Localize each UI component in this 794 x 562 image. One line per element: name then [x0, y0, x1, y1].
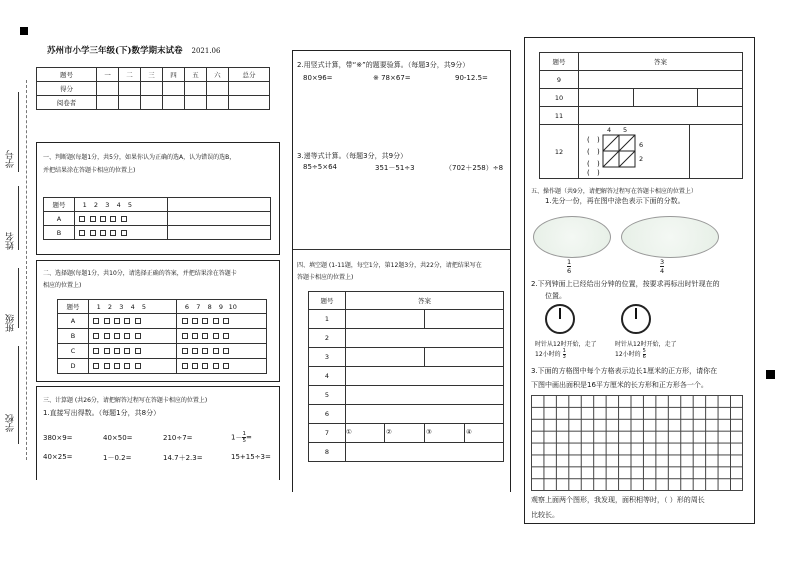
num: 1 — [96, 302, 101, 311]
calc-5: 40×25= — [43, 453, 73, 461]
section1-title: 一、判断题(每题1分，共5分，如果你认为正确的选A，认为错误的选B， — [43, 154, 236, 161]
label-name: 姓名 — [6, 232, 16, 250]
bubble-row-b[interactable] — [75, 226, 168, 240]
blank-cell — [168, 198, 271, 212]
clock2-caption — [615, 340, 677, 360]
fill-blank-answer-table — [308, 291, 504, 462]
answer-cell-split[interactable] — [346, 424, 504, 443]
cell-score-label: 得分 — [37, 82, 97, 96]
col-head-answer: 答案 — [579, 53, 743, 71]
score-row — [37, 82, 270, 96]
num: 3 — [105, 200, 110, 209]
section-true-false — [36, 142, 280, 255]
section-multiple-choice — [36, 260, 280, 382]
clock1-text: 12小时的 — [535, 351, 561, 358]
binding-line — [26, 80, 27, 460]
section1-numbers — [75, 198, 168, 212]
num: 6 — [184, 302, 190, 311]
label-class: 班级 — [6, 314, 16, 332]
row-label-a: A — [58, 314, 89, 329]
answer-cell[interactable] — [346, 367, 504, 386]
grid-number: 6 — [639, 141, 644, 149]
bubble-row-c-2[interactable] — [177, 344, 267, 359]
bubble-row-d-2[interactable] — [177, 359, 267, 374]
section2-col-head: 题号 — [58, 300, 89, 314]
grader-cell[interactable] — [119, 96, 141, 110]
frac-num: 5 — [642, 348, 646, 354]
label-student-id: 学号 — [6, 150, 16, 168]
paren: ( — [587, 169, 590, 177]
clock1-line1: 时针从12时开始，走了 — [535, 341, 597, 348]
answer-cell[interactable] — [346, 348, 504, 367]
row-label-c: C — [58, 344, 89, 359]
row-label-b: B — [58, 329, 89, 344]
fill-blank-answer-table-2 — [539, 52, 743, 179]
minute-hand — [559, 308, 561, 319]
written-calc-3: 90-12.5= — [455, 74, 488, 82]
answer-cell[interactable] — [579, 107, 743, 125]
lattice-multiplication-grid — [583, 127, 643, 177]
score-cell[interactable] — [206, 82, 228, 96]
lattice-grid-cell[interactable] — [579, 125, 743, 179]
grader-cell[interactable] — [206, 96, 228, 110]
frac-num: 1 — [562, 348, 566, 354]
blank-cell — [168, 226, 271, 240]
clock2-text: 12小时的 — [615, 351, 641, 358]
school-line — [18, 346, 19, 444]
fraction-2 — [660, 258, 664, 275]
blank-cell — [168, 212, 271, 226]
answer-cell[interactable] — [579, 89, 743, 107]
score-cell[interactable] — [162, 82, 184, 96]
cell-total: 总分 — [228, 68, 269, 82]
fill-blank-title: 四、填空题 (1-11题，每空1分，第12题3分，共22分，请把结果写在 — [297, 262, 482, 269]
answer-cell[interactable] — [346, 386, 504, 405]
student-id-line — [18, 92, 19, 172]
written-calc-title: 2.用竖式计算，带“※”的题要验算。（每题3分，共9分） — [297, 61, 470, 69]
bubble-row-a-1[interactable] — [89, 314, 177, 329]
calc-2: 40×50= — [103, 434, 133, 442]
score-cell[interactable] — [97, 82, 119, 96]
calc-7: 14.7＋2.3= — [163, 454, 203, 462]
answer-cell[interactable] — [346, 443, 504, 462]
clock2-line2 — [615, 349, 677, 360]
bubble-row-a-2[interactable] — [177, 314, 267, 329]
bubble-row-d-1[interactable] — [89, 359, 177, 374]
cell-part-5: 五 — [184, 68, 206, 82]
clock2-line1: 时针从12时开始，走了 — [615, 341, 677, 348]
paren: ) — [597, 160, 600, 168]
frac-den: 6 — [567, 267, 572, 275]
cell-part-1: 一 — [97, 68, 119, 82]
col-head-number: 题号 — [309, 292, 346, 310]
frac-den: 4 — [660, 267, 665, 275]
section2-title2: 相应的位置上) — [43, 282, 82, 289]
grader-cell[interactable] — [97, 96, 119, 110]
grader-cell[interactable] — [228, 96, 269, 110]
clock1-caption — [535, 340, 597, 360]
row-label-b: B — [44, 226, 75, 240]
fruit-group-oval-2 — [621, 216, 719, 258]
bubble-row-b-2[interactable] — [177, 329, 267, 344]
clock1-fraction — [563, 349, 566, 360]
calc-4 — [231, 431, 252, 444]
section3-title: 三、计算题 (共26分，请把解答过程写在答题卡相应的位置上) — [43, 397, 208, 404]
section1-title2: 并把结果涂在答题卡相应的位置上) — [43, 167, 136, 174]
answer-cell[interactable] — [579, 71, 743, 89]
divider — [293, 249, 510, 250]
num: 4 — [116, 200, 121, 209]
grader-cell[interactable] — [141, 96, 163, 110]
bubble-row-c-1[interactable] — [89, 344, 177, 359]
equals: = — [245, 433, 252, 442]
middle-column — [292, 50, 511, 492]
operation-q3d: 比较长。 — [531, 511, 559, 519]
fill-blank-title2: 答题卡相应的位置上) — [297, 274, 354, 281]
blank-marker: ① — [346, 428, 352, 436]
paren: ( — [587, 160, 590, 168]
grader-row — [37, 96, 270, 110]
cell-question-number: 题号 — [37, 68, 97, 82]
paren: ( — [587, 136, 590, 144]
written-calc-2: ※ 78×67= — [373, 74, 411, 82]
paren: ( — [587, 148, 590, 156]
grader-cell[interactable] — [184, 96, 206, 110]
section1-answer-grid — [43, 197, 271, 240]
num: 5 — [127, 200, 133, 209]
blank-marker: ② — [386, 428, 392, 436]
fruit-group-oval-1 — [533, 216, 611, 258]
row-number: 4 — [309, 367, 346, 386]
calc-6: 1－0.2= — [103, 454, 132, 462]
bubble-row-a[interactable] — [75, 212, 168, 226]
grader-cell[interactable] — [162, 96, 184, 110]
num: 5 — [141, 302, 147, 311]
clock-face-2[interactable] — [621, 304, 651, 334]
answer-cell[interactable] — [346, 310, 504, 329]
operation-q1: 1.先分一份，再在图中涂色表示下面的分数。 — [545, 197, 685, 205]
section1-col-head: 题号 — [44, 198, 75, 212]
num: 8 — [207, 302, 212, 311]
frac-den: 3 — [562, 354, 566, 360]
bubble-row-b-1[interactable] — [89, 329, 177, 344]
paren: ) — [597, 136, 600, 144]
num: 3 — [119, 302, 124, 311]
score-cell[interactable] — [141, 82, 163, 96]
frac-num: 1 — [567, 258, 572, 266]
answer-cell[interactable] — [346, 329, 504, 348]
col-head-number: 题号 — [540, 53, 579, 71]
num: 9 — [218, 302, 224, 311]
exam-title: 苏州市小学三年级(下)数学期末试卷 — [47, 46, 183, 56]
operation-q3b: 下图中画出面积是16平方厘米的长方形和正方形各一个。 — [531, 381, 708, 389]
section2-numbers-1 — [89, 300, 177, 314]
row-number: 5 — [309, 386, 346, 405]
grid-number: 4 — [607, 126, 612, 134]
row-number: 6 — [309, 405, 346, 424]
registration-mark-right — [766, 370, 775, 379]
clock-face-1[interactable] — [545, 304, 575, 334]
row-number: 10 — [540, 89, 579, 107]
name-line — [18, 186, 19, 250]
class-line — [18, 268, 19, 328]
frac-den: 5 — [242, 438, 246, 444]
exam-date: 2021.06 — [191, 47, 221, 55]
operation-q2a: 2.下列钟面上已经给出分钟的位置，按要求再标出时针现在的 — [531, 280, 720, 288]
score-table-header — [37, 68, 270, 82]
operation-q3c: 观察上面两个图形，我发现，面积相等时，（ ）形的周长 — [531, 496, 705, 504]
page-title — [47, 44, 220, 56]
step-calc-2: 351－51÷3 — [375, 164, 415, 172]
right-column — [524, 37, 755, 524]
calc-3: 210÷7= — [163, 434, 193, 442]
calc-8: 15+15÷3= — [231, 453, 271, 461]
section2-numbers-2 — [177, 300, 267, 314]
registration-mark-top — [20, 27, 28, 35]
cell-part-3: 三 — [141, 68, 163, 82]
section-calculation — [36, 386, 280, 480]
blank-marker: ④ — [466, 428, 472, 436]
fraction-1 — [567, 258, 571, 275]
frac-den: 6 — [642, 354, 646, 360]
step-calc-title: 3.递等式计算。（每题3分，共9分） — [297, 152, 408, 160]
row-number: 3 — [309, 348, 346, 367]
grid-number: 5 — [623, 126, 628, 134]
clock2-fraction — [643, 349, 646, 360]
num: 7 — [196, 302, 201, 311]
label-school: 学校 — [6, 414, 16, 432]
frac-num: 3 — [660, 258, 665, 266]
answer-cell[interactable] — [346, 405, 504, 424]
operation-title: 五、操作题（共9分，请把解答过程写在答题卡相应的位置上） — [531, 188, 697, 195]
clock1-line2 — [535, 349, 597, 360]
score-table — [36, 67, 270, 110]
row-label-a: A — [44, 212, 75, 226]
cell-part-4: 四 — [162, 68, 184, 82]
calc-1: 380×9= — [43, 434, 73, 442]
cell-grader-label: 阅卷者 — [37, 96, 97, 110]
section3-sub1: 1.直接写出得数。（每题1分，共8分） — [43, 409, 161, 417]
section2-title: 二、选择题(每题1分，共10分，请选择正确的答案，并把结果涂在答题卡 — [43, 270, 237, 277]
section2-answer-grid — [57, 299, 267, 374]
score-cell[interactable] — [228, 82, 269, 96]
operation-q2b: 位置。 — [545, 292, 566, 300]
written-calc-1: 80×96= — [303, 74, 333, 82]
grid-number: 2 — [639, 155, 644, 163]
frac-num: 1 — [242, 431, 246, 437]
row-number: 12 — [540, 125, 579, 179]
cell-part-6: 六 — [206, 68, 228, 82]
blank-marker: ③ — [426, 428, 432, 436]
minute-hand — [635, 308, 637, 319]
num: 1 — [82, 200, 87, 209]
cell-part-2: 二 — [119, 68, 141, 82]
operation-q3a: 3.下面的方格图中每个方格表示边长1厘米的正方形，请你在 — [531, 367, 718, 375]
score-cell[interactable] — [119, 82, 141, 96]
calc-4-prefix: 1－ — [231, 433, 243, 442]
num: 10 — [228, 302, 237, 311]
paren: ) — [597, 148, 600, 156]
num: 2 — [107, 302, 113, 311]
row-number: 11 — [540, 107, 579, 125]
row-number: 1 — [309, 310, 346, 329]
step-calc-1: 85÷5×64 — [303, 163, 337, 171]
step-calc-3: （702＋258）÷8 — [445, 164, 504, 172]
paren: ) — [597, 169, 600, 177]
row-label-d: D — [58, 359, 89, 374]
row-number: 2 — [309, 329, 346, 348]
square-grid[interactable] — [531, 395, 743, 491]
row-number: 8 — [309, 443, 346, 462]
num: 4 — [130, 302, 135, 311]
score-cell[interactable] — [184, 82, 206, 96]
num: 2 — [93, 200, 99, 209]
col-head-answer: 答案 — [346, 292, 504, 310]
row-number: 9 — [540, 71, 579, 89]
row-number: 7 — [309, 424, 346, 443]
